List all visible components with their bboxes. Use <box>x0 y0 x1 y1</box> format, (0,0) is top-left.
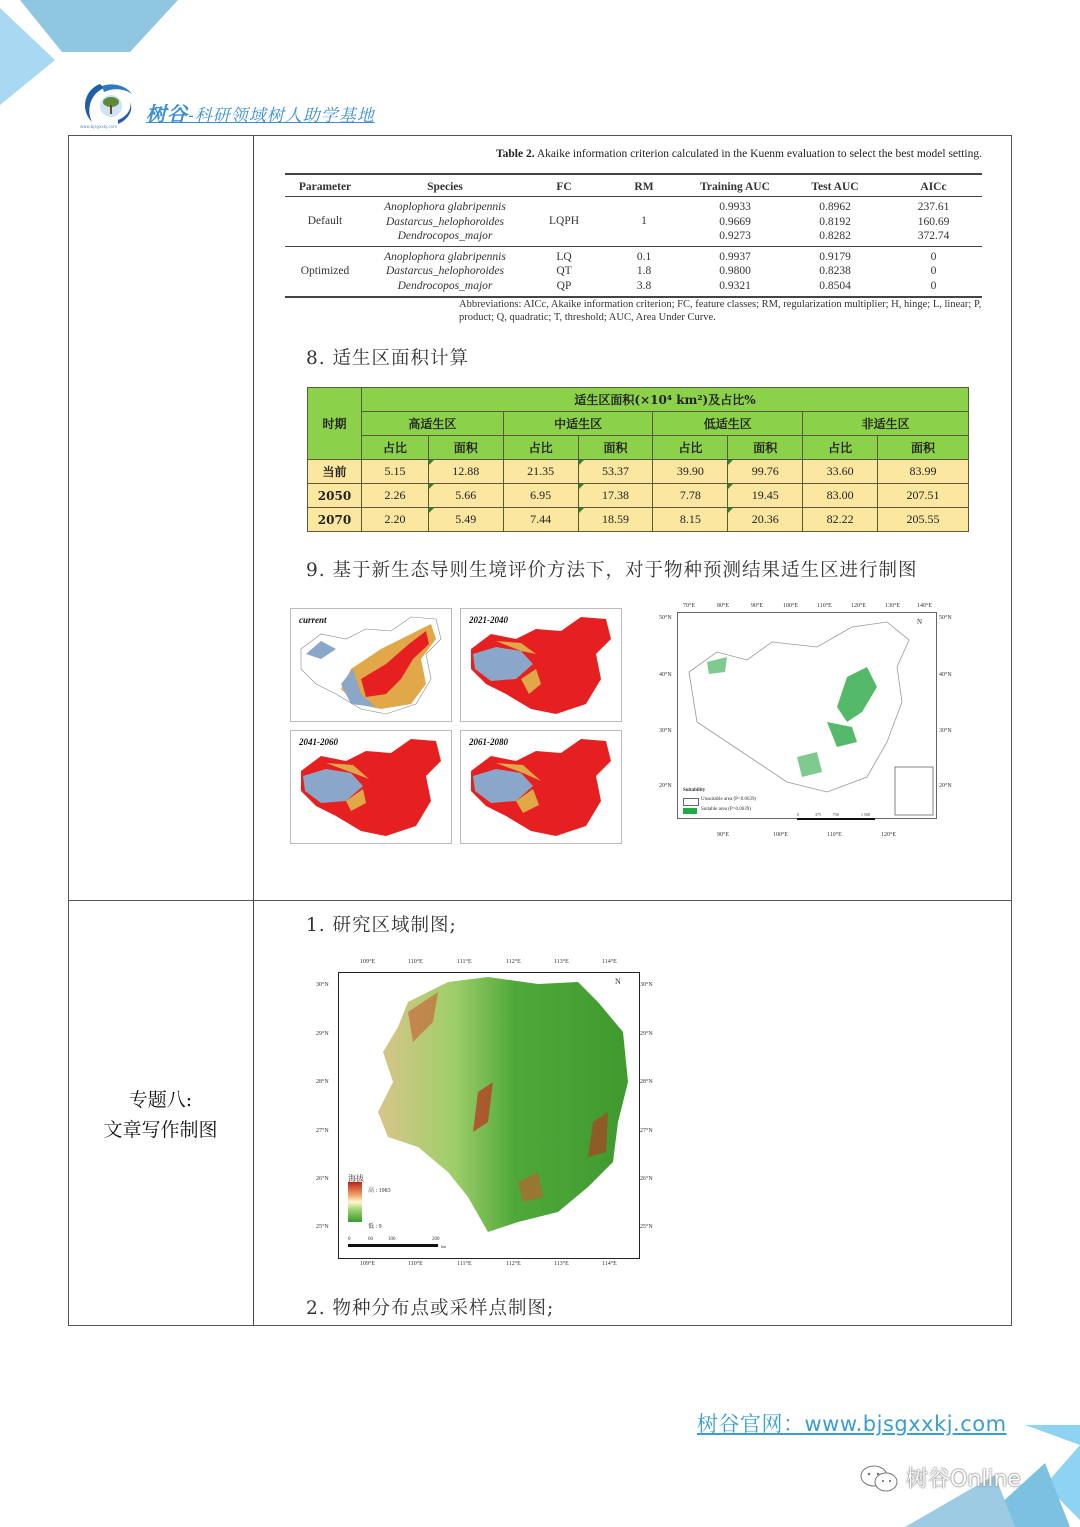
table-row <box>285 279 982 297</box>
col-header: RM <box>603 174 685 197</box>
species-cell: Dendrocopos_major <box>365 229 525 246</box>
suitable-area-table <box>307 387 969 532</box>
species-cell: Dendrocopos_major <box>365 279 525 297</box>
value-cell: 99.76 <box>728 460 803 484</box>
lat-tick: 30°N <box>316 982 329 988</box>
period-cell: 2050 <box>308 484 362 508</box>
lon-tick: 110°E <box>408 959 423 965</box>
training-auc-cell: 0.9321 <box>685 279 785 297</box>
fc-cell: LQ <box>556 250 572 263</box>
aicc-cell: 160.69 <box>917 215 950 228</box>
value-cell: 207.51 <box>878 484 969 508</box>
value-cell: 39.90 <box>653 460 728 484</box>
value-cell: 2.20 <box>362 508 429 532</box>
topic8-label <box>68 1085 253 1145</box>
value-cell: 21.35 <box>503 460 578 484</box>
rm-cell: 1 <box>603 197 685 247</box>
topic8-title: 专题八: <box>128 1089 193 1111</box>
slogan-text: -科研领域树人助学基地 <box>188 106 375 126</box>
legend-swatch-unsuitable <box>683 798 699 806</box>
period-cell: 2070 <box>308 508 362 532</box>
scale-label: 0 <box>797 812 799 817</box>
lon-tick: 109°E <box>360 1261 376 1267</box>
china-map-2041-2060 <box>291 731 451 843</box>
scale-label: 375 <box>815 812 821 817</box>
map-panel-2021-2040 <box>460 608 622 722</box>
aicc-table <box>285 173 982 298</box>
map-panel-2041-2060 <box>290 730 452 844</box>
lon-tick: 114°E <box>602 959 617 965</box>
elevation-map <box>338 972 638 1257</box>
lat-tick: 30°N <box>939 728 952 734</box>
lat-tick: 25°N <box>316 1224 329 1230</box>
area-table-title-row <box>308 388 969 412</box>
col-header: Training AUC <box>685 174 785 197</box>
table-row <box>308 460 969 484</box>
value-cell: 18.59 <box>578 508 653 532</box>
table-row <box>285 246 982 264</box>
study-area-map <box>310 955 655 1270</box>
fc-cell: QP <box>525 279 603 297</box>
lon-tick: 90°E <box>717 832 730 838</box>
period-cell: 当前 <box>308 460 362 484</box>
col-header: Species <box>365 174 525 197</box>
lat-tick: 28°N <box>640 1079 653 1085</box>
map-panel-2061-2080 <box>460 730 622 844</box>
scale-label: 100 <box>388 1237 396 1242</box>
training-auc-cell: 0.9933 <box>719 201 751 213</box>
value-cell: 205.55 <box>878 508 969 532</box>
species-cell: Anoplophora glabripennis <box>384 201 506 213</box>
lat-tick: 25°N <box>640 1224 653 1230</box>
table-row <box>308 484 969 508</box>
lon-tick: 111°E <box>457 1261 472 1267</box>
lon-tick: 70°E <box>683 603 696 609</box>
lon-tick: 110°E <box>827 832 842 838</box>
lon-tick: 113°E <box>554 1261 569 1267</box>
value-cell: 8.15 <box>653 508 728 532</box>
value-cell: 17.38 <box>578 484 653 508</box>
lat-tick: 29°N <box>316 1031 329 1037</box>
lon-tick: 120°E <box>881 832 897 838</box>
wechat-icon <box>858 1462 902 1496</box>
lon-tick: 90°E <box>751 603 764 609</box>
china-map-current <box>291 609 451 721</box>
lon-tick: 112°E <box>506 959 521 965</box>
col-header: Test AUC <box>785 174 885 197</box>
col-header: FC <box>525 174 603 197</box>
table2-abbreviations: Abbreviations: AICc, Akaike information criterion; FC, feature classes; RM, regularization multiplier; H, hinge; L, linear; P, product; Q, quadratic; T, threshold; AUC, Area Under Curve. <box>459 299 982 323</box>
legend-swatch-suitable <box>683 808 697 814</box>
sub-header: 面积 <box>578 436 653 460</box>
lat-tick: 50°N <box>659 615 672 621</box>
col-header: Parameter <box>285 174 365 197</box>
sub-header-row <box>308 436 969 460</box>
lat-tick: 20°N <box>659 783 672 789</box>
lat-tick: 20°N <box>939 783 952 789</box>
sub-header: 面积 <box>878 436 969 460</box>
lat-tick: 30°N <box>640 982 653 988</box>
logo-icon <box>78 80 138 128</box>
north-arrow-icon: N <box>615 977 621 986</box>
lon-tick: 100°E <box>773 832 789 838</box>
zone-header: 高适生区 <box>362 412 504 436</box>
scale-label: 200 <box>432 1237 440 1242</box>
suitability-map <box>655 600 955 845</box>
parameter-cell: Default <box>285 197 365 247</box>
zone-header: 非适生区 <box>803 412 969 436</box>
legend-label: Suitable area (P>0.0639) <box>701 807 751 812</box>
value-cell: 33.60 <box>803 460 878 484</box>
scale-label: 60 <box>368 1237 373 1242</box>
training-auc-cell: 0.9669 <box>719 215 751 228</box>
lon-tick: 140°E <box>917 603 933 609</box>
value-cell: 83.99 <box>878 460 969 484</box>
training-auc-cell: 0.9800 <box>719 265 751 278</box>
value-cell: 20.36 <box>728 508 803 532</box>
sub-header: 占比 <box>503 436 578 460</box>
item1-heading: 1. 研究区域制图; <box>306 915 457 936</box>
lat-tick: 26°N <box>316 1176 329 1182</box>
china-map-2021-2040 <box>461 609 621 721</box>
lon-tick: 80°E <box>717 603 730 609</box>
test-auc-cell: 0.8192 <box>819 215 851 228</box>
table-row <box>285 197 982 215</box>
table2-caption <box>285 148 982 160</box>
test-auc-cell: 0.8962 <box>819 201 851 213</box>
legend-high: 高 : 1983 <box>368 1188 391 1194</box>
panel-title: 2041-2060 <box>299 737 338 747</box>
rm-cell: 3.8 <box>603 279 685 297</box>
lon-tick: 113°E <box>554 959 569 965</box>
scale-label: 0 <box>348 1237 351 1242</box>
panel-title: 2061-2080 <box>469 737 508 747</box>
rm-cell: 0.1 <box>636 250 652 263</box>
legend-title: Suitability <box>683 788 706 793</box>
value-cell: 5.15 <box>362 460 429 484</box>
lon-tick: 111°E <box>457 959 472 965</box>
scale-label: 1 500 <box>861 812 870 817</box>
test-auc-cell: 0.9179 <box>819 250 851 263</box>
wechat-account-name: 树谷Online <box>906 1467 1021 1492</box>
china-outline <box>677 612 935 817</box>
value-cell: 7.44 <box>503 508 578 532</box>
col-header: AICc <box>885 174 982 197</box>
lat-tick: 28°N <box>316 1079 329 1085</box>
panel-title: current <box>299 615 327 625</box>
map-panel-current <box>290 608 452 722</box>
brand-name: 树谷 <box>146 102 188 126</box>
brand-slogan[interactable] <box>146 98 375 127</box>
legend-title: 海拔 <box>348 1174 364 1183</box>
area-table-title: 适生区面积(×10⁴ km²)及占比% <box>362 388 969 412</box>
value-cell: 2.26 <box>362 484 429 508</box>
test-auc-cell: 0.8504 <box>785 279 885 297</box>
fc-cell: QT <box>556 265 572 278</box>
lon-tick: 112°E <box>506 1261 521 1267</box>
sub-header: 面积 <box>728 436 803 460</box>
lon-tick: 114°E <box>602 1261 617 1267</box>
training-auc-cell: 0.9273 <box>685 229 785 246</box>
section9-heading: 9. 基于新生态导则生境评价方法下，对于物种预测结果适生区进行制图 <box>306 560 918 581</box>
aicc-cell: 0 <box>885 279 982 297</box>
sub-header: 占比 <box>653 436 728 460</box>
row-divider <box>68 900 1012 901</box>
lat-tick: 40°N <box>939 672 952 678</box>
value-cell: 83.00 <box>803 484 878 508</box>
value-cell: 19.45 <box>728 484 803 508</box>
test-auc-cell: 0.8238 <box>819 265 851 278</box>
species-cell: Dastarcus_helophoroides <box>386 215 504 228</box>
lon-tick: 130°E <box>885 603 901 609</box>
lat-tick: 27°N <box>640 1128 653 1134</box>
value-cell: 82.22 <box>803 508 878 532</box>
table-row <box>285 264 982 279</box>
rm-cell: 1.8 <box>636 265 652 278</box>
zone-header-row <box>308 412 969 436</box>
value-cell: 12.88 <box>428 460 503 484</box>
north-arrow-icon: N <box>917 618 923 626</box>
logo-caption: www.bjsgxxkj.com <box>80 124 117 129</box>
lon-tick: 110°E <box>408 1261 423 1267</box>
legend-label: Unsuitable area (P<0.0639) <box>701 797 757 802</box>
value-cell: 5.66 <box>428 484 503 508</box>
lat-tick: 30°N <box>659 728 672 734</box>
table2-caption-text: Akaike information criterion calculated in the Kuenm evaluation to select the best model setting. <box>534 148 982 160</box>
lon-tick: 110°E <box>817 603 832 609</box>
value-cell: 53.37 <box>578 460 653 484</box>
lon-tick: 100°E <box>783 603 799 609</box>
aicc-cell: 0 <box>930 250 937 263</box>
sub-header: 占比 <box>803 436 878 460</box>
aicc-cell: 0 <box>930 265 937 278</box>
lat-tick: 29°N <box>640 1031 653 1037</box>
lat-tick: 50°N <box>939 615 952 621</box>
lon-tick: 109°E <box>360 959 376 965</box>
lon-tick: 120°E <box>851 603 867 609</box>
fc-cell: LQPH <box>525 197 603 247</box>
lat-tick: 26°N <box>640 1176 653 1182</box>
section8-heading: 8. 适生区面积计算 <box>306 348 470 369</box>
website-link[interactable]: 树谷官网：www.bjsgxxkj.com <box>697 1412 1007 1436</box>
aicc-cell: 237.61 <box>917 201 950 213</box>
lat-tick: 40°N <box>659 672 672 678</box>
china-map-2061-2080 <box>461 731 621 843</box>
table-row <box>308 508 969 532</box>
value-cell: 6.95 <box>503 484 578 508</box>
aicc-cell: 372.74 <box>885 229 982 246</box>
legend-low: 低 : 9 <box>368 1224 382 1230</box>
panel-title: 2021-2040 <box>469 615 508 625</box>
period-header: 时期 <box>308 388 362 460</box>
test-auc-cell: 0.8282 <box>785 229 885 246</box>
value-cell: 5.49 <box>428 508 503 532</box>
zone-header: 低适生区 <box>653 412 803 436</box>
table-header-row <box>285 174 982 197</box>
sub-header: 面积 <box>428 436 503 460</box>
training-auc-cell: 0.9937 <box>719 250 751 263</box>
value-cell: 7.78 <box>653 484 728 508</box>
sub-header: 占比 <box>362 436 429 460</box>
species-cell: Anoplophora glabripennis <box>384 250 506 263</box>
lat-tick: 27°N <box>316 1128 329 1134</box>
zone-header: 中适生区 <box>503 412 653 436</box>
parameter-cell: Optimized <box>285 246 365 296</box>
scale-unit: km <box>441 1244 447 1249</box>
table2-caption-label: Table 2. <box>496 148 535 160</box>
item2-heading: 2. 物种分布点或采样点制图; <box>306 1298 555 1319</box>
column-divider <box>253 135 254 1326</box>
topic8-subtitle: 文章写作制图 <box>103 1119 218 1141</box>
species-cell: Dastarcus_helophoroides <box>386 265 504 278</box>
scale-label: 750 <box>833 812 839 817</box>
scale-bar <box>797 818 875 820</box>
